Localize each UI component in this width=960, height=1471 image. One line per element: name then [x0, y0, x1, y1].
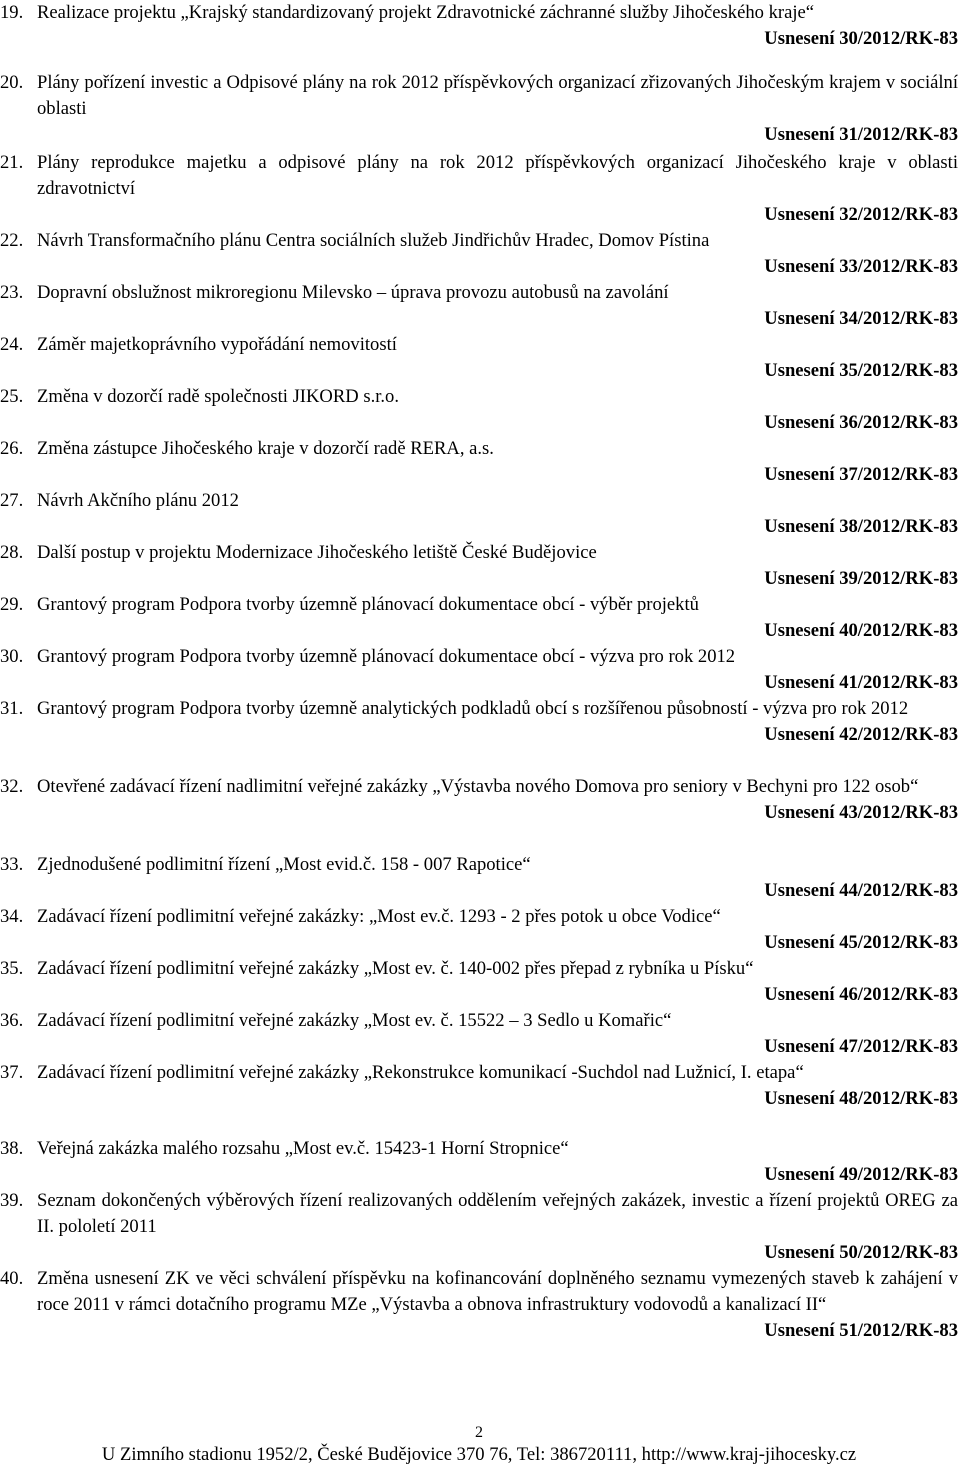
agenda-item — [0, 852, 958, 904]
item-title: Dopravní obslužnost mikroregionu Milevsko – úprava provozu autobusů na zavolání — [37, 282, 669, 303]
resolution-number: Usnesení 41/2012/RK-83 — [764, 672, 958, 693]
agenda-item — [0, 696, 958, 748]
resolution-number: Usnesení 36/2012/RK-83 — [764, 412, 958, 433]
resolution-number: Usnesení 45/2012/RK-83 — [764, 932, 958, 953]
agenda-item — [0, 956, 958, 1008]
agenda-item — [0, 1060, 958, 1112]
item-title: Změna v dozorčí radě společnosti JIKORD s.r.o. — [37, 386, 399, 407]
agenda-item — [0, 1188, 958, 1266]
agenda-item — [0, 1008, 958, 1060]
item-number: 23. — [0, 282, 24, 303]
item-number: 22. — [0, 230, 24, 251]
resolution-number: Usnesení 48/2012/RK-83 — [764, 1088, 958, 1109]
item-number: 32. — [0, 776, 24, 797]
resolution-number: Usnesení 51/2012/RK-83 — [764, 1320, 958, 1341]
item-number: 36. — [0, 1010, 24, 1031]
agenda-item — [0, 488, 958, 540]
agenda-item — [0, 904, 958, 956]
item-number: 39. — [0, 1190, 24, 1211]
item-number: 38. — [0, 1138, 24, 1159]
resolution-number: Usnesení 30/2012/RK-83 — [764, 28, 958, 49]
item-title: Realizace projektu „Krajský standardizovaný projekt Zdravotnické záchranné služby Jihočeského kraje“ — [37, 2, 814, 23]
agenda-item — [0, 150, 958, 228]
resolution-number: Usnesení 42/2012/RK-83 — [764, 724, 958, 745]
resolution-number: Usnesení 43/2012/RK-83 — [764, 802, 958, 823]
agenda-item — [0, 540, 958, 592]
item-title: Návrh Transformačního plánu Centra sociálních služeb Jindřichův Hradec, Domov Pístina — [37, 230, 710, 251]
resolution-number: Usnesení 40/2012/RK-83 — [764, 620, 958, 641]
resolution-number: Usnesení 47/2012/RK-83 — [764, 1036, 958, 1057]
agenda-item — [0, 384, 958, 436]
item-number: 25. — [0, 386, 24, 407]
item-title: Zadávací řízení podlimitní veřejné zakázky „Most ev. č. 15522 – 3 Sedlo u Komařic“ — [37, 1010, 672, 1031]
resolution-number: Usnesení 34/2012/RK-83 — [764, 308, 958, 329]
item-title: Návrh Akčního plánu 2012 — [37, 490, 239, 511]
agenda-item — [0, 70, 958, 148]
item-title: Veřejná zakázka malého rozsahu „Most ev.č. 15423-1 Horní Stropnice“ — [37, 1138, 569, 1159]
item-number: 20. — [0, 72, 24, 93]
item-title: Otevřené zadávací řízení nadlimitní veřejné zakázky „Výstavba nového Domova pro seniory v Bechyni pro 122 osob“ — [37, 776, 919, 797]
item-number: 26. — [0, 438, 24, 459]
agenda-item — [0, 228, 958, 280]
item-number: 29. — [0, 594, 24, 615]
resolution-number: Usnesení 49/2012/RK-83 — [764, 1164, 958, 1185]
resolution-number: Usnesení 44/2012/RK-83 — [764, 880, 958, 901]
item-title: Další postup v projektu Modernizace Jihočeského letiště České Budějovice — [37, 542, 597, 563]
agenda-item — [0, 436, 958, 488]
agenda-item — [0, 1136, 958, 1188]
agenda-item — [0, 0, 958, 52]
item-number: 31. — [0, 698, 24, 719]
item-number: 40. — [0, 1268, 24, 1289]
item-title: Grantový program Podpora tvorby územně plánovací dokumentace obcí - výběr projektů — [37, 594, 699, 615]
resolution-number: Usnesení 32/2012/RK-83 — [764, 204, 958, 225]
item-number: 34. — [0, 906, 24, 927]
agenda-item — [0, 280, 958, 332]
resolution-number: Usnesení 46/2012/RK-83 — [764, 984, 958, 1005]
resolution-number: Usnesení 31/2012/RK-83 — [764, 124, 958, 145]
item-title: Zadávací řízení podlimitní veřejné zakázky „Rekonstrukce komunikací -Suchdol nad Lužnicí, I. etapa“ — [37, 1062, 804, 1083]
item-title: Grantový program Podpora tvorby územně plánovací dokumentace obcí - výzva pro rok 2012 — [37, 646, 736, 667]
item-title: Změna zástupce Jihočeského kraje v dozorčí radě RERA, a.s. — [37, 438, 494, 459]
item-number: 28. — [0, 542, 24, 563]
item-number: 37. — [0, 1062, 24, 1083]
item-title: Zjednodušené podlimitní řízení „Most evid.č. 158 - 007 Rapotice“ — [37, 854, 531, 875]
agenda-item — [0, 1266, 958, 1344]
resolution-number: Usnesení 50/2012/RK-83 — [764, 1242, 958, 1263]
agenda-item — [0, 644, 958, 696]
resolution-number: Usnesení 39/2012/RK-83 — [764, 568, 958, 589]
item-number: 21. — [0, 152, 24, 173]
item-title: Zadávací řízení podlimitní veřejné zakázky: „Most ev.č. 1293 - 2 přes potok u obce Vodice“ — [37, 906, 721, 927]
item-title: Změna usnesení ZK ve věci schválení příspěvku na kofinancování doplněného seznamu vymezených staveb k zahájení v roce 2011 v rámci dotačního programu MZe „Výstavba a obnova infrastruktury vodovodů a kanalizací II“ — [37, 1268, 958, 1315]
resolution-number: Usnesení 33/2012/RK-83 — [764, 256, 958, 277]
item-title: Plány pořízení investic a Odpisové plány na rok 2012 příspěvkových organizací zřizovaných Jihočeským krajem v sociální oblasti — [37, 72, 958, 119]
item-number: 27. — [0, 490, 24, 511]
resolution-number: Usnesení 37/2012/RK-83 — [764, 464, 958, 485]
page-number: 2 — [475, 1424, 483, 1441]
resolution-number: Usnesení 35/2012/RK-83 — [764, 360, 958, 381]
item-number: 19. — [0, 2, 24, 23]
item-title: Záměr majetkoprávního vypořádání nemovitostí — [37, 334, 397, 355]
item-number: 33. — [0, 854, 24, 875]
agenda-item — [0, 332, 958, 384]
agenda-item — [0, 592, 958, 644]
footer-address: U Zimního stadionu 1952/2, České Budějovice 370 76, Tel: 386720111, http://www.kraj-jihocesky.cz — [101, 1444, 857, 1465]
agenda-item — [0, 774, 958, 826]
item-title: Zadávací řízení podlimitní veřejné zakázky „Most ev. č. 140-002 přes přepad z rybníka u Písku“ — [37, 958, 754, 979]
item-number: 30. — [0, 646, 24, 667]
item-number: 24. — [0, 334, 24, 355]
resolution-number: Usnesení 38/2012/RK-83 — [764, 516, 958, 537]
item-title: Seznam dokončených výběrových řízení realizovaných oddělením veřejných zakázek, investic a řízení projektů OREG za II. pololetí 2011 — [37, 1190, 958, 1237]
item-number: 35. — [0, 958, 24, 979]
item-title: Plány reprodukce majetku a odpisové plány na rok 2012 příspěvkových organizací Jihočeského kraje v oblasti zdravotnictví — [37, 152, 958, 199]
item-title: Grantový program Podpora tvorby územně analytických podkladů obcí s rozšířenou působností - výzva pro rok 2012 — [37, 698, 909, 719]
